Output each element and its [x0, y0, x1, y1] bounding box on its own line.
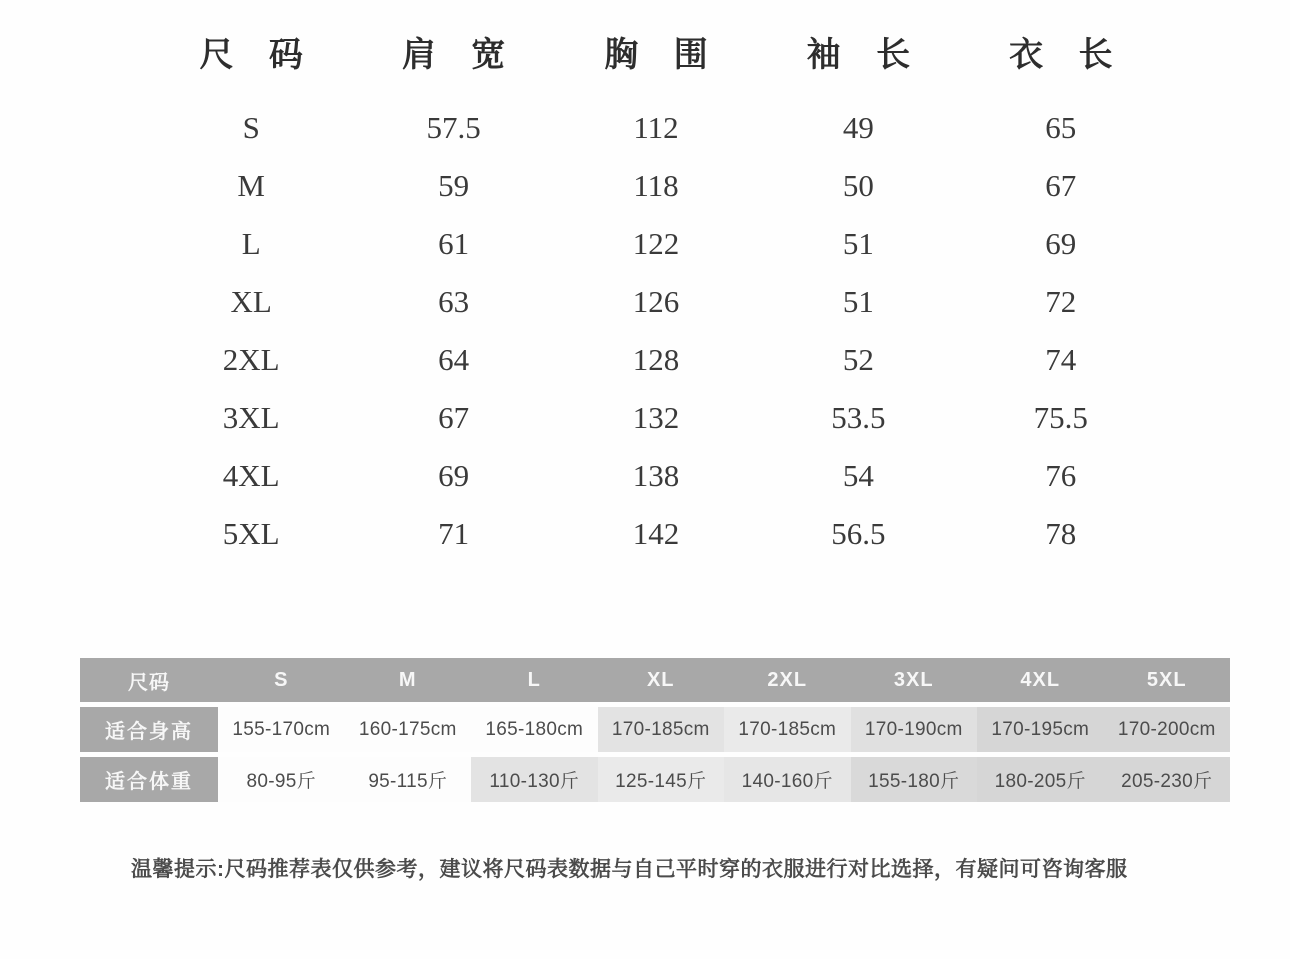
fit-size-header: 5XL: [1146, 668, 1187, 691]
chest-cell: 138: [632, 458, 680, 493]
size-cell: M: [237, 168, 265, 203]
length-cell: 78: [1045, 516, 1077, 551]
measurement-table: [150, 27, 1162, 563]
size-row-4xl: [150, 447, 1162, 505]
fit-corner-label: 尺码: [80, 658, 218, 702]
height-cell: 160-175cm: [345, 707, 472, 752]
sleeve-cell: 56.5: [831, 516, 886, 551]
weight-cell: 140-160斤: [724, 757, 851, 802]
chest-cell: 132: [632, 400, 680, 435]
length-cell: 69: [1045, 226, 1077, 261]
shoulder-cell: 69: [438, 458, 470, 493]
fit-size-header: 3XL: [893, 668, 934, 691]
height-cell: 170-185cm: [598, 707, 725, 752]
column-header-chest: 胸 围: [604, 36, 721, 74]
measurement-table-body: [150, 99, 1162, 563]
length-cell: 75.5: [1033, 400, 1088, 435]
shoulder-cell: 64: [438, 342, 470, 377]
size-cell: XL: [230, 284, 272, 319]
chest-cell: 118: [633, 168, 679, 203]
length-cell: 65: [1045, 110, 1077, 145]
size-row-l: [150, 215, 1162, 273]
length-cell: 74: [1045, 342, 1077, 377]
shoulder-cell: 67: [438, 400, 470, 435]
sleeve-cell: 51: [842, 284, 874, 319]
sleeve-cell: 52: [842, 342, 874, 377]
fit-size-header: M: [398, 668, 417, 691]
fit-weight-row: [80, 757, 1230, 802]
weight-cell: 125-145斤: [598, 757, 725, 802]
fit-size-header: XL: [646, 668, 675, 691]
size-row-s: [150, 99, 1162, 157]
shoulder-cell: 63: [438, 284, 470, 319]
size-row-m: [150, 157, 1162, 215]
length-cell: 67: [1045, 168, 1077, 203]
height-cell: 170-195cm: [977, 707, 1104, 752]
chest-cell: 112: [633, 110, 679, 145]
size-row-3xl: [150, 389, 1162, 447]
sleeve-cell: 49: [842, 110, 874, 145]
length-cell: 76: [1045, 458, 1077, 493]
column-header-sleeve: 袖 长: [806, 36, 924, 74]
fit-size-header: 2XL: [767, 668, 808, 691]
size-cell: 5XL: [222, 516, 280, 551]
fit-table-header-row: [80, 658, 1230, 702]
sleeve-cell: 51: [842, 226, 874, 261]
size-cell: 2XL: [222, 342, 280, 377]
fit-size-header: S: [274, 668, 289, 691]
size-cell: 3XL: [222, 400, 280, 435]
shoulder-cell: 61: [438, 226, 470, 261]
height-cell: 165-180cm: [471, 707, 598, 752]
weight-cell: 180-205斤: [977, 757, 1104, 802]
height-cell: 155-170cm: [218, 707, 345, 752]
fit-height-row: [80, 707, 1230, 752]
shoulder-cell: 59: [438, 168, 470, 203]
column-header-length: 衣 长: [1009, 36, 1126, 74]
fit-height-label: 适合身高: [80, 707, 218, 752]
size-cell: L: [241, 226, 261, 261]
chest-cell: 142: [632, 516, 680, 551]
size-row-2xl: [150, 331, 1162, 389]
shoulder-cell: 71: [438, 516, 470, 551]
column-header-size: 尺 码: [199, 36, 316, 74]
fit-size-header: 4XL: [1020, 668, 1061, 691]
chest-cell: 122: [632, 226, 680, 261]
size-row-xl: [150, 273, 1162, 331]
measurement-table-header-row: [150, 27, 1162, 74]
weight-cell: 95-115斤: [345, 757, 472, 802]
weight-cell: 80-95斤: [218, 757, 345, 802]
fit-recommendation-table: [80, 658, 1230, 807]
footer-note: 温馨提示:尺码推荐表仅供参考，建议将尺码表数据与自己平时穿的衣服进行对比选择，有疑问可咨询客服: [131, 858, 1128, 881]
column-header-shoulder: 肩 宽: [401, 36, 519, 74]
size-row-5xl: [150, 505, 1162, 563]
fit-weight-label: 适合体重: [80, 757, 218, 802]
sleeve-cell: 50: [842, 168, 874, 203]
chest-cell: 126: [632, 284, 680, 319]
chest-cell: 128: [632, 342, 680, 377]
height-cell: 170-190cm: [851, 707, 978, 752]
height-cell: 170-200cm: [1104, 707, 1231, 752]
weight-cell: 205-230斤: [1104, 757, 1231, 802]
length-cell: 72: [1045, 284, 1077, 319]
sleeve-cell: 53.5: [831, 400, 886, 435]
weight-cell: 110-130斤: [471, 757, 598, 802]
height-cell: 170-185cm: [724, 707, 851, 752]
fit-size-header: L: [527, 668, 541, 691]
size-cell: S: [242, 110, 260, 145]
size-cell: 4XL: [222, 458, 280, 493]
sleeve-cell: 54: [842, 458, 874, 493]
weight-cell: 155-180斤: [851, 757, 978, 802]
shoulder-cell: 57.5: [426, 110, 481, 145]
